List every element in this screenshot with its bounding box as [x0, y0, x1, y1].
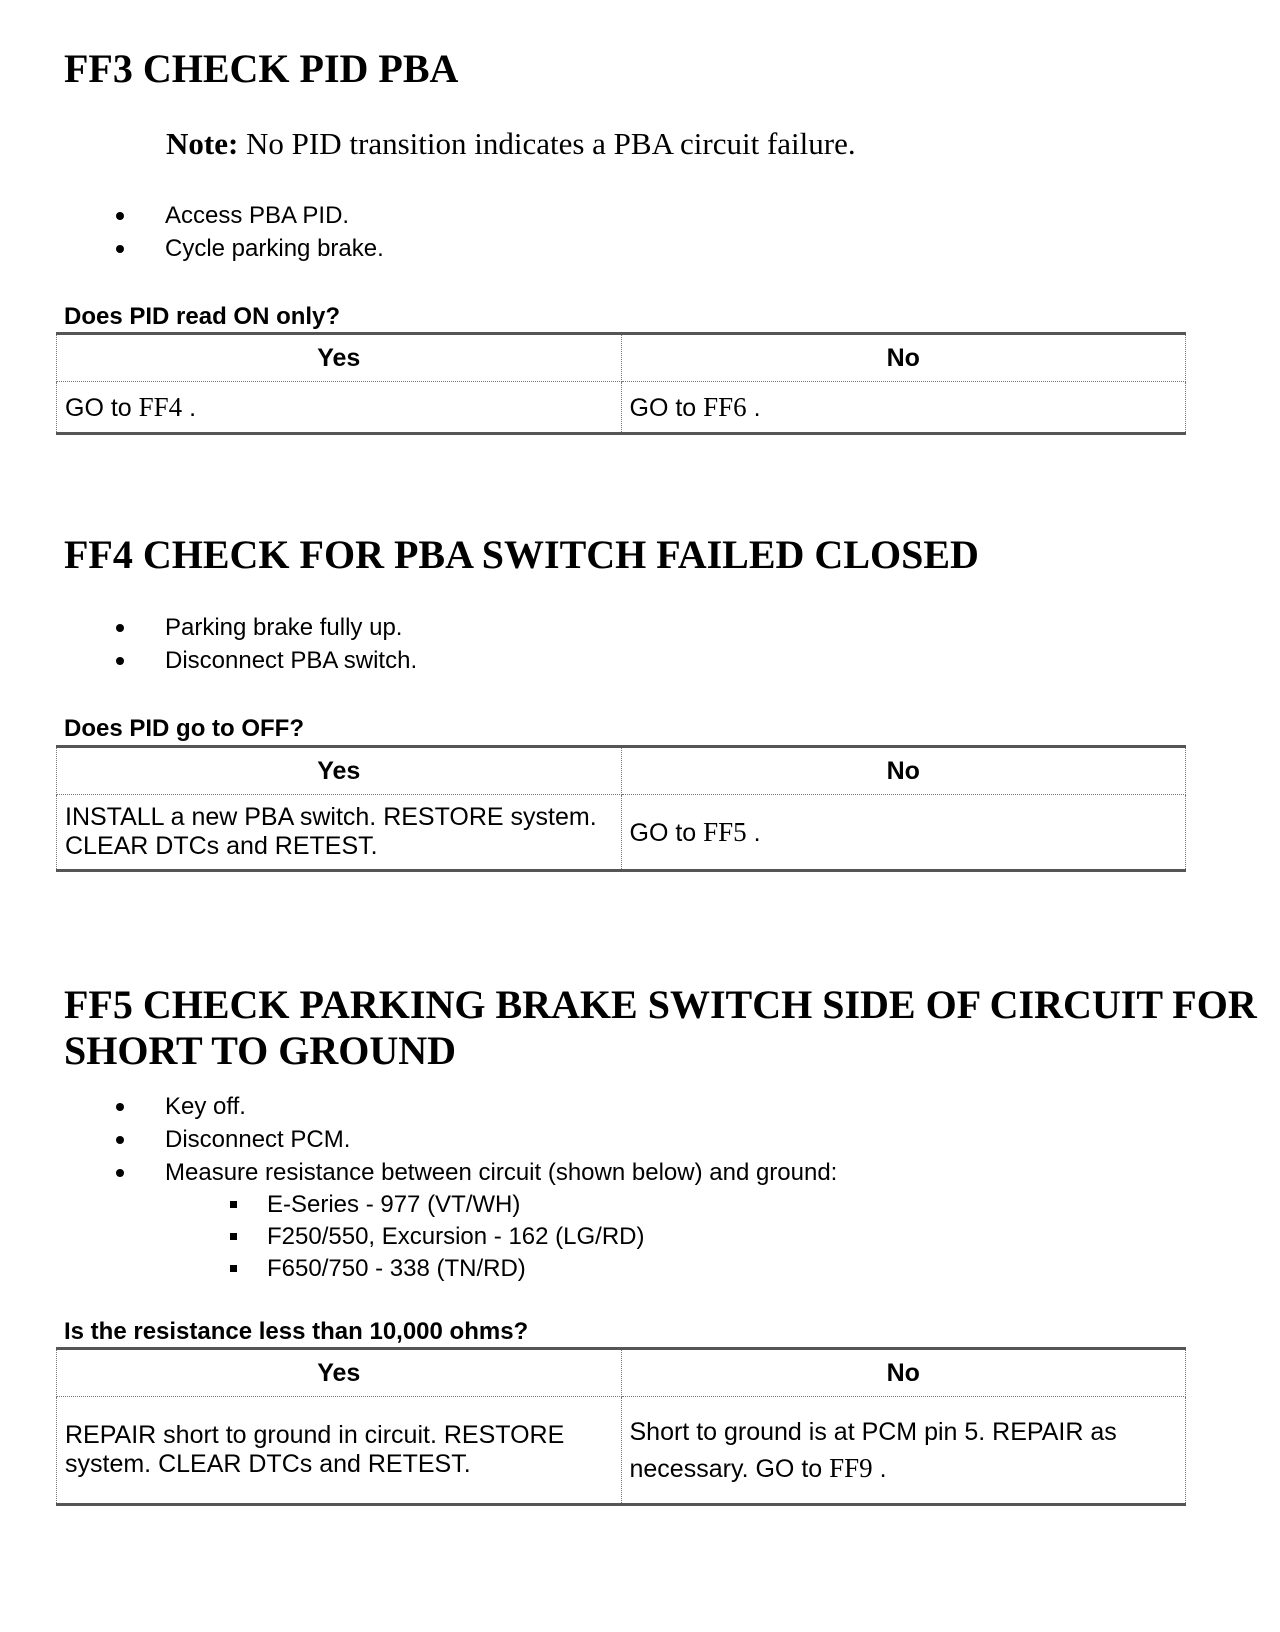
- no-cell: [621, 1397, 1186, 1505]
- section-title-ff3: FF3 CHECK PID PBA: [64, 46, 459, 91]
- yes-text: GO to: [65, 393, 139, 422]
- no-tail: .: [746, 393, 761, 422]
- section-title-ff4: FF4 CHECK FOR PBA SWITCH FAILED CLOSED: [64, 532, 979, 577]
- result-table-ff3: [56, 332, 1186, 435]
- list-item: Parking brake fully up.: [110, 611, 417, 644]
- goto-ff5-link[interactable]: FF5: [703, 816, 747, 847]
- steps-list-ff4: [110, 611, 417, 677]
- no-cell: [621, 382, 1186, 434]
- yes-cell: REPAIR short to ground in circuit. RESTORE system. CLEAR DTCs and RETEST.: [57, 1397, 622, 1505]
- list-item: [110, 1156, 837, 1285]
- no-text: GO to: [629, 393, 704, 422]
- note-text: No PID transition indicates a PBA circuit failure.: [238, 126, 856, 161]
- column-header-no: No: [621, 334, 1186, 382]
- no-tail: .: [746, 818, 761, 847]
- list-item-text: Measure resistance between circuit (shown below) and ground:: [165, 1159, 838, 1186]
- section-title-ff5: FF5 CHECK PARKING BRAKE SWITCH SIDE OF CIRCUIT FOR SHORT TO GROUND: [64, 982, 1257, 1073]
- question-ff5: Is the resistance less than 10,000 ohms?: [64, 1318, 529, 1345]
- note-label: Note:: [166, 126, 239, 161]
- goto-ff4-link[interactable]: FF4: [138, 391, 183, 422]
- sub-list-item: F250/550, Excursion - 162 (LG/RD): [165, 1221, 837, 1253]
- question-ff3: Does PID read ON only?: [64, 303, 341, 330]
- yes-cell: INSTALL a new PBA switch. RESTORE system. CLEAR DTCs and RETEST.: [57, 795, 622, 871]
- list-item: Key off.: [110, 1090, 837, 1123]
- yes-cell: [57, 382, 622, 434]
- sub-list-item: F650/750 - 338 (TN/RD): [165, 1253, 837, 1285]
- yes-tail: .: [182, 393, 197, 422]
- column-header-no: No: [621, 747, 1186, 795]
- list-item: Disconnect PBA switch.: [110, 644, 417, 677]
- list-item: Cycle parking brake.: [110, 232, 384, 265]
- sub-list-item: E-Series - 977 (VT/WH): [165, 1189, 837, 1221]
- column-header-no: No: [621, 1349, 1186, 1397]
- no-cell: [621, 795, 1186, 871]
- note: [166, 126, 856, 162]
- column-header-yes: Yes: [57, 1349, 622, 1397]
- no-text: Short to ground is at PCM pin 5. REPAIR as necessary. GO to: [629, 1417, 1117, 1483]
- result-table-ff5: [56, 1347, 1186, 1506]
- question-ff4: Does PID go to OFF?: [64, 715, 304, 742]
- column-header-yes: Yes: [57, 747, 622, 795]
- column-header-yes: Yes: [57, 334, 622, 382]
- result-table-ff4: [56, 745, 1186, 872]
- steps-list-ff5: [110, 1090, 837, 1285]
- no-tail: .: [872, 1454, 887, 1483]
- sub-steps-list: [165, 1189, 837, 1285]
- no-text: GO to: [629, 818, 704, 847]
- list-item: Disconnect PCM.: [110, 1123, 837, 1156]
- steps-list-ff3: [110, 199, 384, 265]
- goto-ff6-link[interactable]: FF6: [703, 391, 747, 422]
- list-item: Access PBA PID.: [110, 199, 384, 232]
- goto-ff9-link[interactable]: FF9: [829, 1452, 873, 1483]
